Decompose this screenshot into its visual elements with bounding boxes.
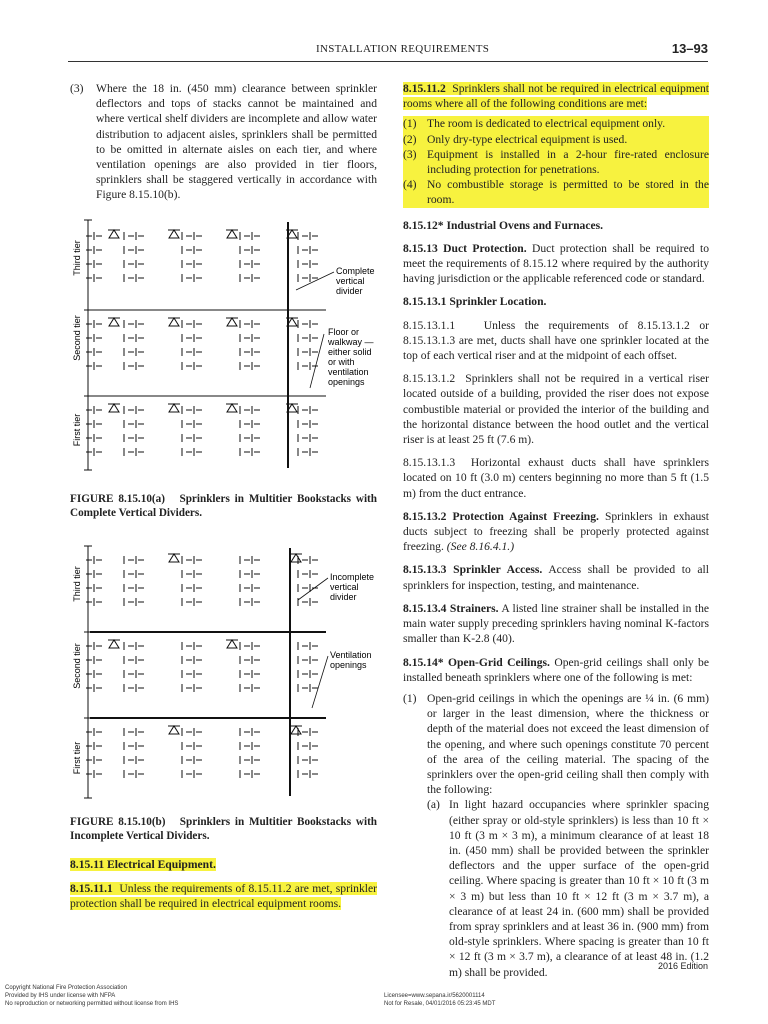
fig-a-label-divider-1: Complete (336, 266, 375, 276)
section-8-15-13-1-3-number: 8.15.13.1.3 (403, 456, 456, 470)
fig-a-tier-second: Second tier (72, 315, 82, 361)
section-8-15-13-4-text: A listed line strainer shall be installed in the main water supply preceding sprinklers having nominal K-factors smaller than K-2.8 (40). (403, 601, 710, 646)
fig-a-label-floor-6: openings (328, 377, 365, 387)
section-8-15-13-1-2-number: 8.15.13.1.2 (403, 372, 456, 386)
section-8-15-13-1-heading: 8.15.13.1 Sprinkler Location. (403, 295, 547, 309)
sprinkler-symbol (109, 640, 119, 648)
sprinkler-symbol (109, 404, 119, 412)
section-8-15-11-1-text: Unless the requirements of 8.15.11.2 are met, sprinkler protection shall be required in electrical equipment rooms. (70, 882, 378, 911)
section-8-15-13-4-heading: 8.15.13.4 Strainers. (403, 601, 499, 615)
sprinkler-symbol (227, 404, 237, 412)
item-3-number: (3) (70, 82, 84, 95)
sprinkler-symbol (109, 318, 119, 326)
right-column (403, 81, 709, 980)
fig-a-label-divider-2: vertical (336, 276, 365, 286)
section-8-15-11-1-number: 8.15.11.1 (70, 882, 113, 896)
sprinkler-symbol (169, 318, 179, 326)
fig-a-label-floor-3: either solid (328, 347, 372, 357)
edition-label: 2016 Edition (657, 961, 708, 971)
footer-copy-line: Provided by IHS under license with NFPA (5, 993, 116, 999)
footer-copy-line: Copyright National Fire Protection Association (5, 985, 128, 991)
condition-item (403, 116, 709, 131)
section-8-15-13-3-text: Access shall be provided to all sprinklers for inspection, testing, and maintenance. (403, 563, 709, 592)
section-8-15-13-3-heading: 8.15.13.3 Sprinkler Access. (403, 563, 543, 577)
sprinkler-symbol (291, 554, 301, 562)
sprinkler-symbol (169, 404, 179, 412)
fig-b-label-divider-2: vertical (330, 582, 359, 592)
footer-license (384, 992, 495, 1008)
fig-a-tier-third: Third tier (72, 240, 82, 276)
fig-a-label-floor-2: walkway — (328, 337, 374, 347)
item-3 (70, 81, 377, 203)
label-leader-line (312, 656, 328, 708)
sprinkler-symbol (227, 230, 237, 238)
condition-text: Equipment is installed in a 2-hour fire-rated enclosure including protection for penetrations. (427, 147, 709, 177)
footer-license-line: Not for Resale, 04/01/2016 05:23:45 MDT (384, 1001, 496, 1007)
figure-b-number: FIGURE 8.15.10(b) (70, 816, 166, 828)
figure-8-15-10b (66, 540, 386, 804)
fig-a-label-floor-5: ventilation (328, 367, 369, 377)
section-8-15-14-text: Open-grid ceilings shall only be installed beneath sprinklers where one of the following is met: (403, 655, 710, 684)
sprinkler-symbol (291, 726, 301, 734)
section-8-15-13-1-1-text: Unless the requirements of 8.15.13.1.2 or 8.15.13.1.3 are met, ducts shall have one sprinkler located at the top of each vertical riser and at the midpoint of each offset. (403, 318, 709, 363)
fig-b-tier-second: Second tier (72, 643, 82, 689)
section-8-15-13-2-reference: (See 8.16.4.1.) (446, 540, 515, 554)
section-8-15-12-heading: 8.15.12* Industrial Ovens and Furnaces. (403, 218, 604, 232)
page-number: 13–93 (671, 41, 708, 56)
footer-copy-line: No reproduction or networking permitted without license from IHS (5, 1001, 179, 1007)
figure-b-title: Sprinklers in Multitier Bookstacks with Incomplete Vertical Dividers. (70, 816, 378, 842)
footer-license-line: Licensee=www.sepana.ir/5620001114 (384, 993, 485, 999)
page-header (68, 41, 708, 62)
section-8-15-14-heading: 8.15.14* Open-Grid Ceilings. (403, 655, 550, 669)
section-8-15-13-heading: 8.15.13 Duct Protection. (403, 241, 527, 255)
label-leader-line (296, 272, 334, 290)
figure-a-title: Sprinklers in Multitier Bookstacks with Complete Vertical Dividers. (70, 493, 377, 519)
open-grid-item-1-text: Open-grid ceilings in which the openings are ¼ in. (6 mm) or larger in the least dimension, where the thickness or depth of the material does not exceed the least dimension of the opening, and where such openings constitute 70 percent of the area of the ceiling material. The spacing of the sprinklers over the open-grid ceiling shall then comply with the following: (427, 691, 709, 797)
fig-b-tier-first: First tier (72, 741, 82, 775)
figure-a-caption (70, 492, 377, 520)
section-8-15-13-2-text: Sprinklers in exhaust ducts subject to freezing shall be properly protected against freezing. (403, 509, 710, 554)
conditions-list (403, 116, 709, 207)
open-grid-item-1-number: (1) (403, 691, 417, 705)
open-grid-item-1a-number: (a) (427, 798, 440, 812)
condition-item (403, 147, 709, 177)
condition-number: (4) (403, 178, 417, 192)
open-grid-item-1a (427, 797, 709, 979)
fig-b-label-vent-2: openings (330, 660, 367, 670)
condition-text: No combustible storage is permitted to be stored in the room. (427, 178, 709, 207)
figure-8-15-10a (66, 218, 386, 476)
condition-item (403, 132, 709, 147)
fig-b-label-vent-1: Ventilation (330, 650, 372, 660)
sprinkler-symbol (169, 230, 179, 238)
fig-b-label-divider-3: divider (330, 592, 357, 602)
open-grid-item-1 (403, 691, 709, 980)
condition-number: (3) (403, 147, 417, 161)
running-title: INSTALLATION REQUIREMENTS (316, 43, 490, 55)
sprinkler-symbol (169, 726, 179, 734)
label-leader-line (310, 334, 324, 388)
condition-number: (2) (403, 132, 417, 146)
section-8-15-11-2-text: Sprinklers shall not be required in electrical equipment rooms where all of the following conditions are met: (403, 82, 710, 111)
label-leader-line (298, 578, 328, 600)
figure-b-caption (70, 815, 377, 843)
condition-item (403, 177, 709, 207)
section-8-15-13-1-3-text: Horizontal exhaust ducts shall have sprinklers located on 10 ft (3.0 m) centers beginning no more than 5 ft (1.5 m) from the duct entrance. (403, 456, 709, 500)
section-8-15-13-1-2-text: Sprinklers shall not be required in a vertical riser located outside of a building, provided the riser does not expose combustible material or provided the interior of the building and the horizontal distance between the hood outlet and the vertical riser is at least 25 ft (7.6 m). (403, 372, 709, 447)
footer-copyright (5, 984, 178, 1008)
condition-text: The room is dedicated to electrical equipment only. (427, 117, 666, 131)
figure-a-number: FIGURE 8.15.10(a) (70, 493, 165, 505)
open-grid-item-1a-text: In light hazard occupancies where sprinkler spacing (either spray or old-style sprinklers) is less than 10 ft × 10 ft (3 m × 3 m), a minimum clearance of at least 18 in. (450 mm) shall be provided between the sprinkler deflectors and the upper surface of the open-grid ceiling. Where spacing is greater than 10 ft × 10 ft (3 m × 3 m) but less than 10 ft × 12 ft (3 m × 3.7 m), a clearance of at least 24 in. (600 mm) shall be provided from spray sprinklers and at least 36 in. (900 mm) from old-style sprinklers. Where spacing is greater than 10 ft × 12 ft (3 m × 3.7 m), a clearance of at least 48 in. (1.2 m) shall be provided. (449, 798, 709, 979)
sprinkler-symbol (227, 640, 237, 648)
fig-b-label-divider-1: Incomplete (330, 572, 375, 582)
sprinkler-symbol (109, 230, 119, 238)
fig-a-tier-first: First tier (72, 413, 82, 447)
section-8-15-11 (70, 857, 377, 912)
condition-text: Only dry-type electrical equipment is used. (427, 132, 628, 146)
sprinkler-symbol (169, 554, 179, 562)
fig-a-label-floor-1: Floor or (328, 327, 360, 337)
fig-b-tier-third: Third tier (72, 566, 82, 602)
condition-number: (1) (403, 117, 417, 131)
fig-a-label-divider-3: divider (336, 286, 363, 296)
item-3-text: Where the 18 in. (450 mm) clearance between sprinkler deflectors and tops of stacks cannot be maintained and where vertical shelf dividers are incomplete and allow water distribution to adjacent aisles, sprinklers shall be permitted to be omitted in alternate aisles on each tier, and where ventilation openings are also provided in tier floors, sprinklers shall be staggered vertically in accordance with Figure 8.15.10(b). (96, 82, 377, 202)
section-8-15-11-2-number: 8.15.11.2 (403, 82, 446, 95)
section-8-15-13-text: Duct protection shall be required to meet the requirements of 8.15.12 where required by the authority having jurisdiction or the applicable referenced code or standard. (403, 241, 709, 286)
section-8-15-13-2-heading: 8.15.13.2 Protection Against Freezing. (403, 509, 599, 523)
section-8-15-11-heading: 8.15.11 Electrical Equipment. (70, 858, 216, 871)
fig-a-label-floor-4: or with (328, 357, 355, 367)
section-8-15-13-1-1-number: 8.15.13.1.1 (403, 318, 456, 332)
sprinkler-symbol (227, 318, 237, 326)
